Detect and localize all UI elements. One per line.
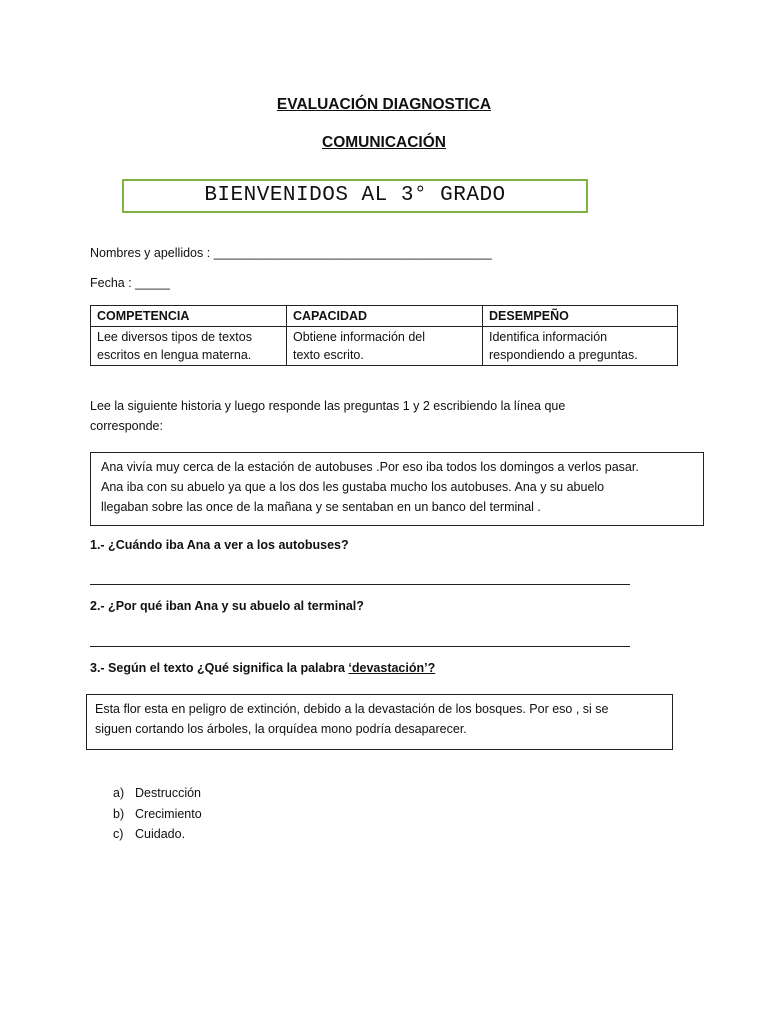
answer-options: [113, 783, 202, 845]
cell-line: respondiendo a preguntas.: [489, 348, 638, 362]
option-key: c): [113, 827, 124, 841]
option-text: Crecimiento: [135, 806, 202, 821]
table-row: [91, 327, 678, 366]
instruction-line: Lee la siguiente historia y luego responde las preguntas 1 y 2 escribiendo la línea que: [90, 399, 566, 413]
option-key: b): [113, 806, 125, 821]
question-3: [90, 661, 435, 675]
page-title: EVALUACIÓN DIAGNOSTICA: [276, 96, 492, 113]
instructions: [90, 396, 650, 436]
question-3-keyword: ‘devastación’?: [348, 661, 436, 675]
option-text: Cuidado.: [135, 827, 186, 841]
name-field: Nombres y apellidos : ________________________________________: [90, 246, 492, 260]
competency-table: [90, 305, 678, 366]
story-box: [90, 452, 704, 526]
header-capacidad: CAPACIDAD: [287, 306, 483, 327]
option-text: Destrucción: [135, 786, 201, 800]
story-line: llegaban sobre las once de la mañana y se sentaban en un banco del terminal .: [101, 500, 541, 514]
subject-title: COMUNICACIÓN: [322, 134, 446, 151]
option-b: [113, 804, 202, 825]
welcome-banner: BIENVENIDOS AL 3° GRADO: [122, 179, 588, 213]
instruction-line: corresponde:: [90, 419, 163, 433]
option-c: [113, 824, 202, 845]
cell-capacidad: [287, 327, 483, 366]
cell-competencia: [91, 327, 287, 366]
answer-line-1: [90, 584, 630, 585]
header-desempeno: DESEMPEÑO: [483, 306, 678, 327]
date-field: Fecha : _____: [90, 276, 170, 290]
cell-line: Lee diversos tipos de textos: [97, 330, 252, 344]
passage-box: [86, 694, 673, 750]
question-2: 2.- ¿Por qué iban Ana y su abuelo al terminal?: [90, 599, 364, 613]
question-1: 1.- ¿Cuándo iba Ana a ver a los autobuses?: [90, 538, 349, 552]
story-line: Ana vivía muy cerca de la estación de autobuses .Por eso iba todos los domingos a verlos pasar.: [101, 460, 639, 474]
answer-line-2: [90, 646, 630, 647]
header-competencia: COMPETENCIA: [91, 306, 287, 327]
passage-line: Esta flor esta en peligro de extinción, debido a la devastación de los bosques. Por eso , si se: [95, 702, 609, 716]
cell-desempeno: [483, 327, 678, 366]
cell-line: escritos en lengua materna.: [97, 348, 252, 362]
question-3-text: 3.- Según el texto ¿Qué significa la palabra: [90, 661, 349, 675]
table-header-row: [91, 306, 678, 327]
cell-line: Identifica información: [489, 330, 608, 344]
passage-line: siguen cortando los árboles, la orquídea mono podría desaparecer.: [95, 722, 467, 736]
cell-line: texto escrito.: [293, 348, 364, 362]
option-key: a): [113, 786, 125, 800]
cell-line: Obtiene información del: [293, 330, 426, 344]
story-line: Ana iba con su abuelo ya que a los dos les gustaba mucho los autobuses. Ana y su abuelo: [101, 480, 605, 494]
option-a: [113, 783, 202, 804]
